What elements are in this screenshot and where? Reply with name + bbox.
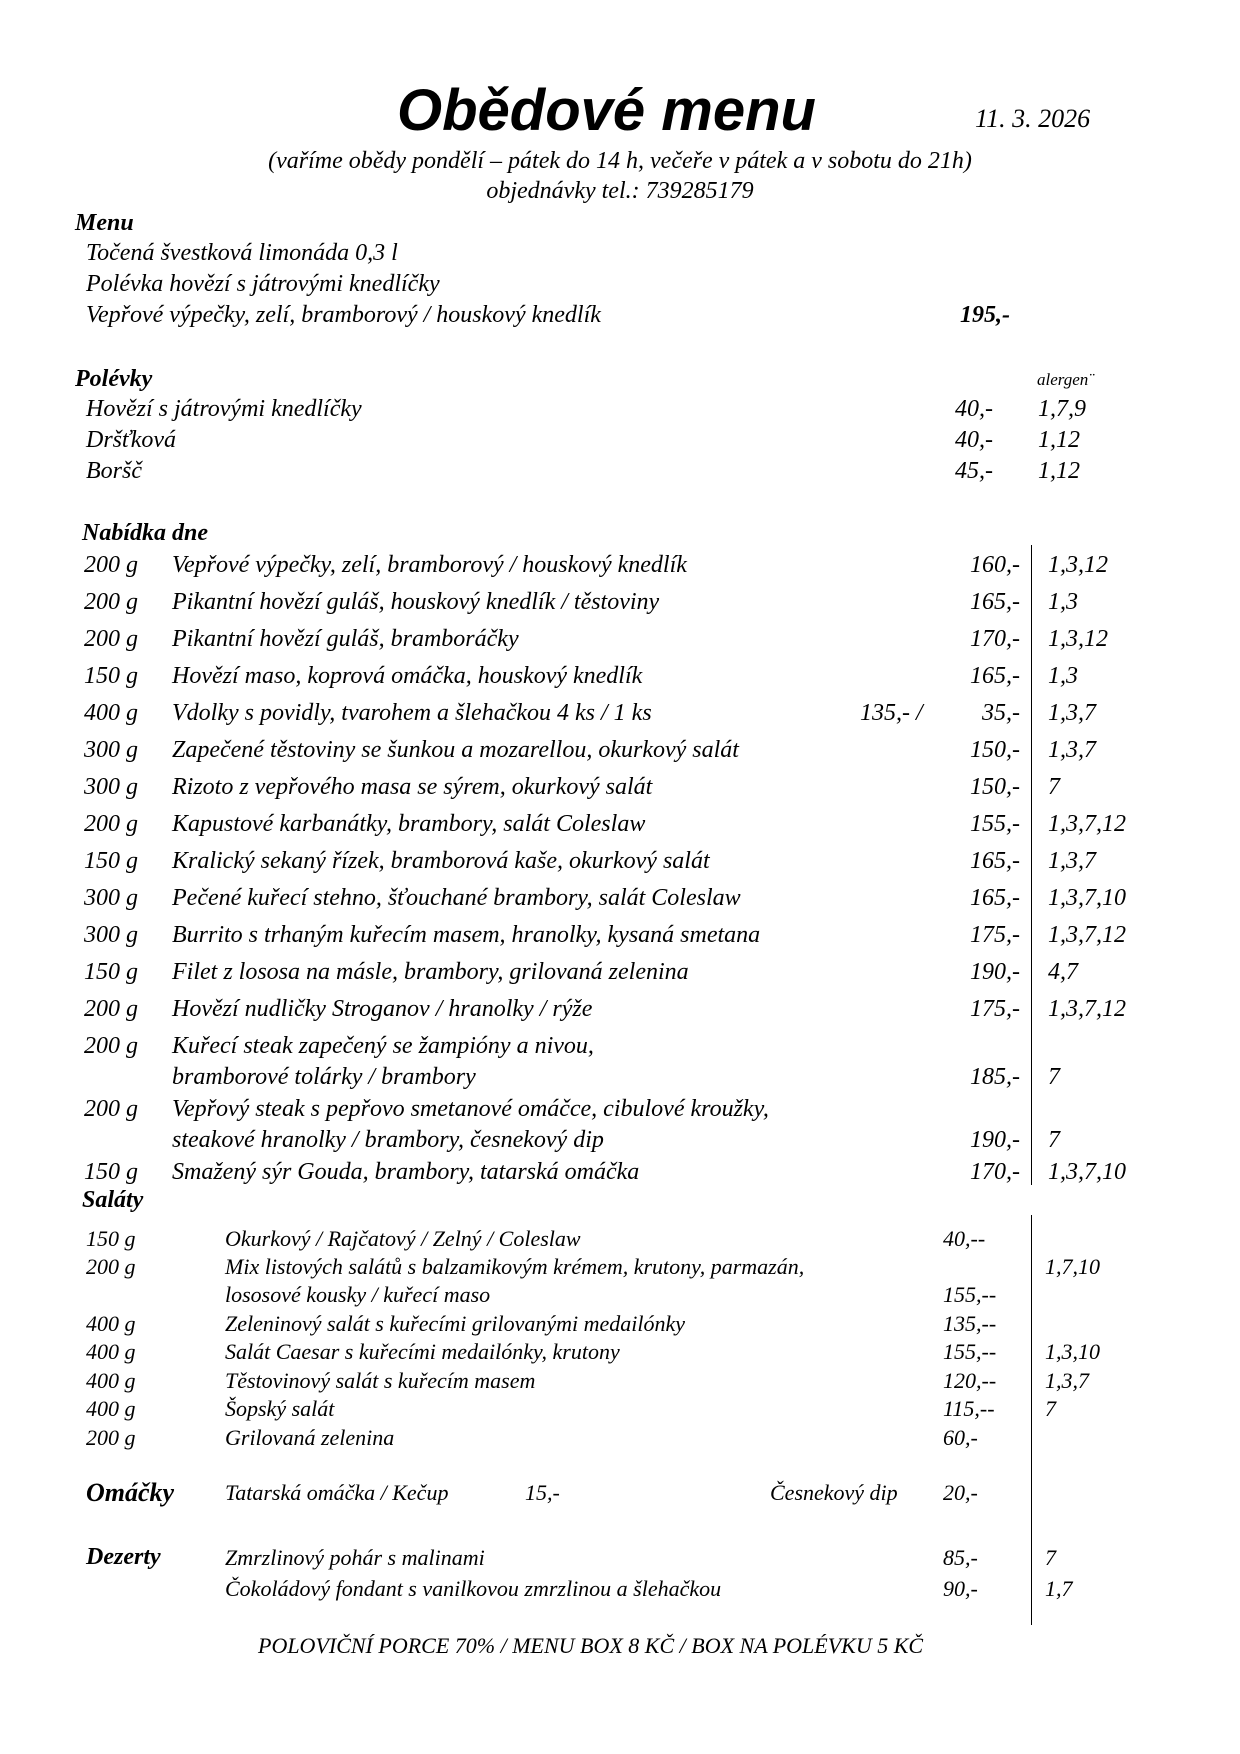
salad-weight: 200 g [86, 1254, 136, 1279]
dish-weight: 300 g [84, 885, 138, 911]
salad-weight: 400 g [86, 1311, 136, 1336]
dish-price: 160,- [970, 552, 1020, 578]
salad-weight: 400 g [86, 1368, 136, 1393]
dish-name-continued: steakové hranolky / brambory, česnekový dip [172, 1127, 604, 1153]
dessert-name: Zmrzlinový pohár s malinami [225, 1545, 485, 1570]
soup-allergens: 1,7,9 [1038, 396, 1086, 422]
dish-price: 150,- [970, 774, 1020, 800]
dish-price: 175,- [970, 996, 1020, 1022]
dish-weight: 150 g [84, 848, 138, 874]
dish-weight: 200 g [84, 811, 138, 837]
salads-heading: Saláty [82, 1187, 144, 1213]
allergen-divider [1031, 545, 1032, 1185]
dessert-allergens: 1,7 [1045, 1576, 1073, 1601]
salad-price: 40,-- [943, 1226, 986, 1251]
soup-name: Boršč [86, 458, 142, 484]
dish-price: 165,- [970, 589, 1020, 615]
dish-weight: 200 g [84, 589, 138, 615]
salad-weight: 150 g [86, 1226, 136, 1251]
dish-allergens: 1,3,12 [1048, 626, 1108, 652]
salad-allergens: 1,3,7 [1045, 1368, 1089, 1393]
salad-allergens: 1,7,10 [1045, 1254, 1100, 1279]
salad-price: 60,- [943, 1425, 978, 1450]
salad-name: Salát Caesar s kuřecími medailónky, krutony [225, 1339, 620, 1364]
salad-allergens: 1,3,10 [1045, 1339, 1100, 1364]
soup-price: 40,- [955, 396, 993, 422]
dish-weight: 150 g [84, 1159, 138, 1185]
salad-price: 120,-- [943, 1368, 997, 1393]
order-phone: objednávky tel.: 739285179 [486, 178, 754, 204]
salad-name: Těstovinový salát s kuřecím masem [225, 1368, 536, 1393]
menu-item: Točená švestková limonáda 0,3 l [86, 240, 398, 266]
soups-heading: Polévky [75, 366, 153, 392]
dish-weight: 200 g [84, 552, 138, 578]
dish-price: 175,- [970, 922, 1020, 948]
salad-price: 135,-- [943, 1311, 997, 1336]
soup-name: Hovězí s játrovými knedlíčky [86, 396, 362, 422]
sauce-price: 15,- [525, 1480, 560, 1505]
dish-allergens: 1,3,7,12 [1048, 811, 1126, 837]
salad-weight: 400 g [86, 1339, 136, 1364]
dish-weight: 300 g [84, 922, 138, 948]
dish-price: 165,- [970, 885, 1020, 911]
salad-name: Grilovaná zelenina [225, 1425, 395, 1450]
dish-allergens: 4,7 [1048, 959, 1078, 985]
dish-allergens: 1,3,7 [1048, 848, 1096, 874]
soup-price: 40,- [955, 427, 993, 453]
menu-item: Vepřové výpečky, zelí, bramborový / houskový knedlík [86, 302, 601, 328]
dish-weight: 400 g [84, 700, 138, 726]
menu-item: Polévka hovězí s játrovými knedlíčky [86, 271, 440, 297]
soup-name: Dršťková [86, 427, 177, 453]
dish-allergens: 1,3,7,12 [1048, 996, 1126, 1022]
dish-weight: 200 g [84, 996, 138, 1022]
salad-weight: 400 g [86, 1396, 136, 1421]
salad-weight: 200 g [86, 1425, 136, 1450]
dessert-price: 85,- [943, 1545, 978, 1570]
dish-allergens: 1,3,7,10 [1048, 885, 1126, 911]
desserts-heading: Dezerty [86, 1544, 161, 1570]
dish-name: Hovězí maso, koprová omáčka, houskový knedlík [172, 663, 643, 689]
footer-note: POLOVIČNÍ PORCE 70% / MENU BOX 8 KČ / BOX NA POLÉVKU 5 KČ [258, 1633, 924, 1658]
dish-weight: 200 g [84, 1096, 138, 1122]
salad-name: Okurkový / Rajčatový / Zelný / Coleslaw [225, 1226, 581, 1251]
dish-name: Burrito s trhaným kuřecím masem, hranolky, kysaná smetana [172, 922, 761, 948]
dessert-allergens: 7 [1045, 1545, 1056, 1570]
sauces-heading: Omáčky [86, 1478, 175, 1507]
allergen-divider-lower [1031, 1215, 1032, 1625]
dish-extra-price: 135,- / [860, 700, 923, 726]
dish-name: Kapustové karbanátky, brambory, salát Coleslaw [172, 811, 646, 837]
soup-allergens: 1,12 [1038, 458, 1080, 484]
salad-name: Mix listových salátů s balzamikovým krémem, krutony, parmazán, [225, 1254, 805, 1279]
dish-weight: 150 g [84, 663, 138, 689]
dish-allergens: 1,3 [1048, 589, 1078, 615]
dish-name: Pikantní hovězí guláš, bramboráčky [172, 626, 519, 652]
dish-allergens: 1,3,7 [1048, 737, 1096, 763]
dish-name: Pečené kuřecí stehno, šťouchané brambory, salát Coleslaw [172, 885, 741, 911]
soup-price: 45,- [955, 458, 993, 484]
dish-name: Vdolky s povidly, tvarohem a šlehačkou 4 ks / 1 ks [172, 700, 652, 726]
dish-allergens: 7 [1048, 1064, 1060, 1090]
dish-name: Vepřový steak s pepřovo smetanové omáčce, cibulové kroužky, [172, 1096, 769, 1122]
dish-price: 35,- [982, 700, 1020, 726]
dish-price: 155,- [970, 811, 1020, 837]
salad-name: Šopský salát [225, 1396, 335, 1421]
salad-price: 155,-- [943, 1339, 997, 1364]
dish-allergens: 1,3,7,10 [1048, 1159, 1126, 1185]
opening-hours: (vaříme obědy pondělí – pátek do 14 h, večeře v pátek a v sobotu do 21h) [268, 148, 972, 174]
dish-weight: 300 g [84, 774, 138, 800]
menu-price: 195,- [960, 302, 1010, 328]
dish-price: 170,- [970, 1159, 1020, 1185]
salad-price: 155,-- [943, 1282, 997, 1307]
dish-name: Rizoto z vepřového masa se sýrem, okurkový salát [172, 774, 653, 800]
daily-heading: Nabídka dne [82, 520, 208, 546]
dish-name: Smažený sýr Gouda, brambory, tatarská omáčka [172, 1159, 640, 1185]
page-title: Obědové menu [397, 78, 816, 143]
sauce-price: 20,- [943, 1480, 978, 1505]
dish-weight: 200 g [84, 1033, 138, 1059]
sauce-item: Česnekový dip [770, 1480, 898, 1505]
dish-name: Vepřové výpečky, zelí, bramborový / houskový knedlík [172, 552, 687, 578]
soup-allergens: 1,12 [1038, 427, 1080, 453]
dish-name: Pikantní hovězí guláš, houskový knedlík / těstoviny [172, 589, 660, 615]
dessert-name: Čokoládový fondant s vanilkovou zmrzlinou a šlehačkou [225, 1576, 722, 1601]
salad-name: lososové kousky / kuřecí maso [225, 1282, 491, 1307]
dish-allergens: 1,3 [1048, 663, 1078, 689]
menu-date: 11. 3. 2026 [975, 104, 1091, 133]
dish-name: Filet z lososa na másle, brambory, grilovaná zelenina [172, 959, 689, 985]
menu-heading: Menu [75, 210, 134, 236]
salad-name: Zeleninový salát s kuřecími grilovanými medailónky [225, 1311, 686, 1336]
dish-allergens: 1,3,7,12 [1048, 922, 1126, 948]
dish-name-continued: bramborové tolárky / brambory [172, 1064, 476, 1090]
dish-allergens: 7 [1048, 774, 1060, 800]
dish-allergens: 1,3,7 [1048, 700, 1096, 726]
dish-weight: 200 g [84, 626, 138, 652]
dish-price: 190,- [970, 959, 1020, 985]
dish-name: Kuřecí steak zapečený se žampióny a nivou, [172, 1033, 594, 1059]
allergen-label: alergen¨ [1037, 370, 1094, 389]
salad-allergens: 7 [1045, 1396, 1056, 1421]
dish-allergens: 1,3,12 [1048, 552, 1108, 578]
dish-price: 190,- [970, 1127, 1020, 1153]
dish-name: Zapečené těstoviny se šunkou a mozarellou, okurkový salát [172, 737, 739, 763]
dessert-price: 90,- [943, 1576, 978, 1601]
dish-name: Kralický sekaný řízek, bramborová kaše, okurkový salát [172, 848, 710, 874]
sauce-item: Tatarská omáčka / Kečup [225, 1480, 449, 1505]
dish-weight: 150 g [84, 959, 138, 985]
dish-weight: 300 g [84, 737, 138, 763]
salad-price: 115,-- [943, 1396, 995, 1421]
dish-price: 165,- [970, 663, 1020, 689]
dish-price: 150,- [970, 737, 1020, 763]
dish-price: 165,- [970, 848, 1020, 874]
dish-price: 170,- [970, 626, 1020, 652]
dish-allergens: 7 [1048, 1127, 1060, 1153]
dish-name: Hovězí nudličky Stroganov / hranolky / rýže [172, 996, 593, 1022]
dish-price: 185,- [970, 1064, 1020, 1090]
